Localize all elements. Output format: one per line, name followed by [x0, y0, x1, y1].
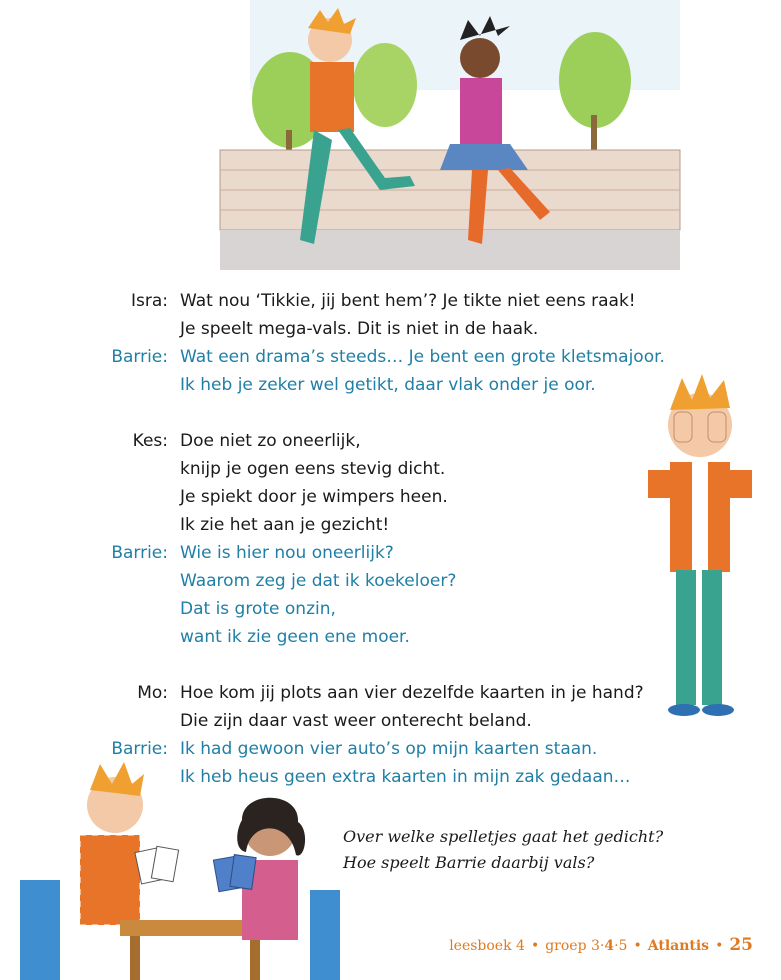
poem-line: [0, 455, 700, 483]
speaker-name: Barrie:: [111, 543, 168, 563]
poem-line: [0, 287, 700, 315]
line-text: Wie is hier nou oneerlijk?: [180, 543, 394, 563]
stanza: [0, 427, 700, 651]
speaker-name: Barrie:: [111, 739, 168, 759]
speaker-name: [0, 315, 180, 343]
page-footer: [449, 935, 753, 955]
poem: [0, 287, 700, 819]
line-text: Wat nou ‘Tikkie, jij bent hem’? Je tikte niet eens raak!: [180, 291, 636, 311]
poem-line: [0, 763, 700, 791]
speaker-name: Isra:: [130, 291, 168, 311]
line-text: Je speelt mega-vals. Dit is niet in de haak.: [180, 319, 539, 339]
illustration-playground-tag: [210, 0, 690, 280]
line-text: Hoe kom jij plots aan vier dezelfde kaarten in je hand?: [180, 683, 644, 703]
line-text: Die zijn daar vast weer onterecht beland.: [180, 711, 532, 731]
poem-line: [0, 735, 700, 763]
playing-cards-right: [213, 855, 256, 892]
footer-separator: •: [715, 938, 724, 954]
question-2: Hoe speelt Barrie daarbij vals?: [343, 853, 595, 872]
playing-cards-left: [135, 846, 179, 884]
speaker-name: [0, 623, 180, 651]
line-text: Waarom zeg je dat ik koekeloer?: [180, 571, 457, 591]
line-text: Je spiekt door je wimpers heen.: [180, 487, 448, 507]
stanza: [0, 679, 700, 791]
poem-line: [0, 427, 700, 455]
line-text: Ik heb je zeker wel getikt, daar vlak onder je oor.: [180, 375, 596, 395]
line-text: Wat een drama’s steeds… Je bent een grote kletsmajoor.: [180, 347, 665, 367]
poem-line: [0, 343, 700, 371]
poem-line: [0, 483, 700, 511]
footer-book: leesboek 4: [449, 938, 525, 954]
speaker-name: Mo:: [137, 683, 168, 703]
poem-line: [0, 595, 700, 623]
speaker-name: [0, 371, 180, 399]
speaker-name: Barrie:: [111, 347, 168, 367]
footer-series: Atlantis: [647, 938, 710, 954]
speaker-name: [0, 455, 180, 483]
line-text: knijp je ogen eens stevig dicht.: [180, 459, 446, 479]
line-text: Dat is grote onzin,: [180, 599, 336, 619]
footer-separator: •: [530, 938, 540, 954]
speaker-name: Kes:: [132, 431, 168, 451]
speaker-name: [0, 595, 180, 623]
poem-line: [0, 707, 700, 735]
speaker-name: [0, 511, 180, 539]
speaker-name: [0, 567, 180, 595]
footer-separator: •: [633, 938, 642, 954]
poem-line: [0, 315, 700, 343]
speaker-name: [0, 707, 180, 735]
line-text: Ik zie het aan je gezicht!: [180, 515, 390, 535]
speaker-name: [0, 483, 180, 511]
line-text: Ik heb heus geen extra kaarten in mijn zak gedaan…: [180, 767, 631, 787]
speaker-name: [0, 763, 180, 791]
poem-line: [0, 511, 700, 539]
question-1: Over welke spelletjes gaat het gedicht?: [343, 827, 664, 846]
poem-line: [0, 679, 700, 707]
poem-line: [0, 623, 700, 651]
line-text: Doe niet zo oneerlijk,: [180, 431, 361, 451]
stanza: [0, 287, 700, 399]
poem-line: [0, 567, 700, 595]
reading-questions: [343, 824, 663, 876]
poem-line: [0, 371, 700, 399]
line-text: Ik had gewoon vier auto’s op mijn kaarten staan.: [180, 739, 598, 759]
footer-group: groep 3·4·5: [545, 938, 628, 954]
page-number: 25: [729, 935, 753, 955]
poem-line: [0, 539, 700, 567]
line-text: want ik zie geen ene moer.: [180, 627, 410, 647]
